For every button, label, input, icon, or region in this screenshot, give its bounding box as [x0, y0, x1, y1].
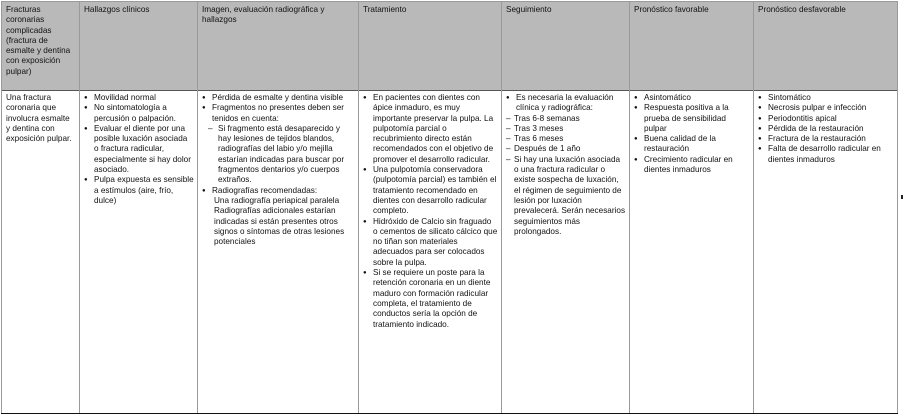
sub-list-item: – Si fragmento está desaparecido y hay lesiones de tejidos blandos, radiografías del labio y/o mejilla estarían indicadas para buscar por fragmentos dentarios y/o cuerpos extraños.: [208, 124, 355, 186]
list-item: ● Crecimiento radicular en dientes inmaduros: [634, 155, 750, 176]
list-item: ● Sintomático: [758, 93, 894, 103]
header-favorable-outcome: Pronóstico favorable: [630, 2, 754, 91]
list-item: ● Radiografías recomendadas:: [202, 186, 355, 196]
list-item: ● Pulpa expuesta es sensible a estímulos (aire, frío, dulce): [84, 175, 194, 206]
sub-list-item: – Tras 3 meses: [506, 124, 626, 134]
list-item: ● Es necesaria la evaluación clínica y radiográfica:: [506, 93, 626, 114]
list-item: ● Necrosis pulpar e infección: [758, 103, 894, 113]
content-row: [2, 91, 898, 414]
sub-list-item: – Tras 6 meses: [506, 134, 626, 144]
sub-list-item: – Después de 1 año: [506, 144, 626, 154]
header-injury-type: Fracturas coronarias complicadas (fractura de esmalte y dentina con exposición pulpar): [2, 2, 80, 91]
follow-up-cell: [502, 91, 630, 414]
list-item: ● Buena calidad de la restauración: [634, 134, 750, 155]
list-item: ● Fractura de la restauración: [758, 134, 894, 144]
sub-list-item: – Si hay una luxación asociada o una fractura radicular o existe sospecha de luxación, el régimen de seguimiento de lesión por luxación prevalecerá. Serán necesarios seguimientos más prolongados.: [506, 155, 626, 237]
clinical-findings-cell: [80, 91, 198, 414]
list-item: ● Si se requiere un poste para la retención coronaria en un diente maduro con formación radicular completa, el tratamiento de conductos sería la opción de tratamiento indicado.: [363, 268, 498, 330]
list-item: ● Periodontitis apical: [758, 114, 894, 124]
header-treatment: Tratamiento: [359, 2, 502, 91]
list-item: ● Asintomático: [634, 93, 750, 103]
list-item: ● Falta de desarrollo radicular en dientes inmaduros: [758, 144, 894, 165]
list-item: ● Evaluar el diente por una posible luxación asociada o fractura radicular, especialmente si hay dolor asociado.: [84, 124, 194, 175]
sub-list-item: – Radiografías adicionales estarían indicadas si están presentes otros signos o síntomas de otras lesiones potenciales: [198, 206, 356, 247]
trauma-guideline-table: [1, 1, 898, 414]
list-item: ● Pérdida de esmalte y dentina visible: [202, 93, 355, 103]
favorable-outcome-cell: [630, 91, 754, 414]
treatment-cell: [359, 91, 502, 414]
header-clinical-findings: Hallazgos clínicos: [80, 2, 198, 91]
sub-list-item: – Tras 6-8 semanas: [506, 114, 626, 124]
header-row: [2, 2, 898, 91]
list-item: ● Respuesta positiva a la prueba de sensibilidad pulpar: [634, 103, 750, 134]
list-item: ● No sintomatología a percusión o palpación.: [84, 103, 194, 124]
list-item: ● Movilidad normal: [84, 93, 194, 103]
definition-cell: Una fractura coronaria que involucra esmalte y dentina con exposición pulpar.: [2, 91, 80, 414]
list-item: ● Hidróxido de Calcio sin fraguado o cementos de silicato cálcico que no tiñan son materiales adecuados para ser colocados sobre la pulpa.: [363, 217, 498, 268]
list-item: ● Pérdida de la restauración: [758, 124, 894, 134]
header-unfavorable-outcome: Pronóstico desfavorable: [754, 2, 898, 91]
list-item: ● En pacientes con dientes con ápice inmaduro, es muy importante preservar la pulpa. La pulpotomía parcial o recubrimiento directo están recomendados con el objetivo de promover el desarrollo radicular.: [363, 93, 498, 165]
list-item: ● Una pulpotomía conservadora (pulpotomía parcial) es también el tratamiento recomendado en dientes con desarrollo radicular completo.: [363, 165, 498, 216]
unfavorable-outcome-cell: [754, 91, 898, 414]
imaging-cell: [198, 91, 359, 414]
header-imaging: Imagen, evaluación radiográfica y hallazgos: [198, 2, 359, 91]
header-follow-up: Seguimiento: [502, 2, 630, 91]
sub-list-item: – Una radiografía periapical paralela: [198, 196, 356, 206]
list-item: ● Fragmentos no presentes deben ser tenidos en cuenta:: [202, 103, 355, 124]
